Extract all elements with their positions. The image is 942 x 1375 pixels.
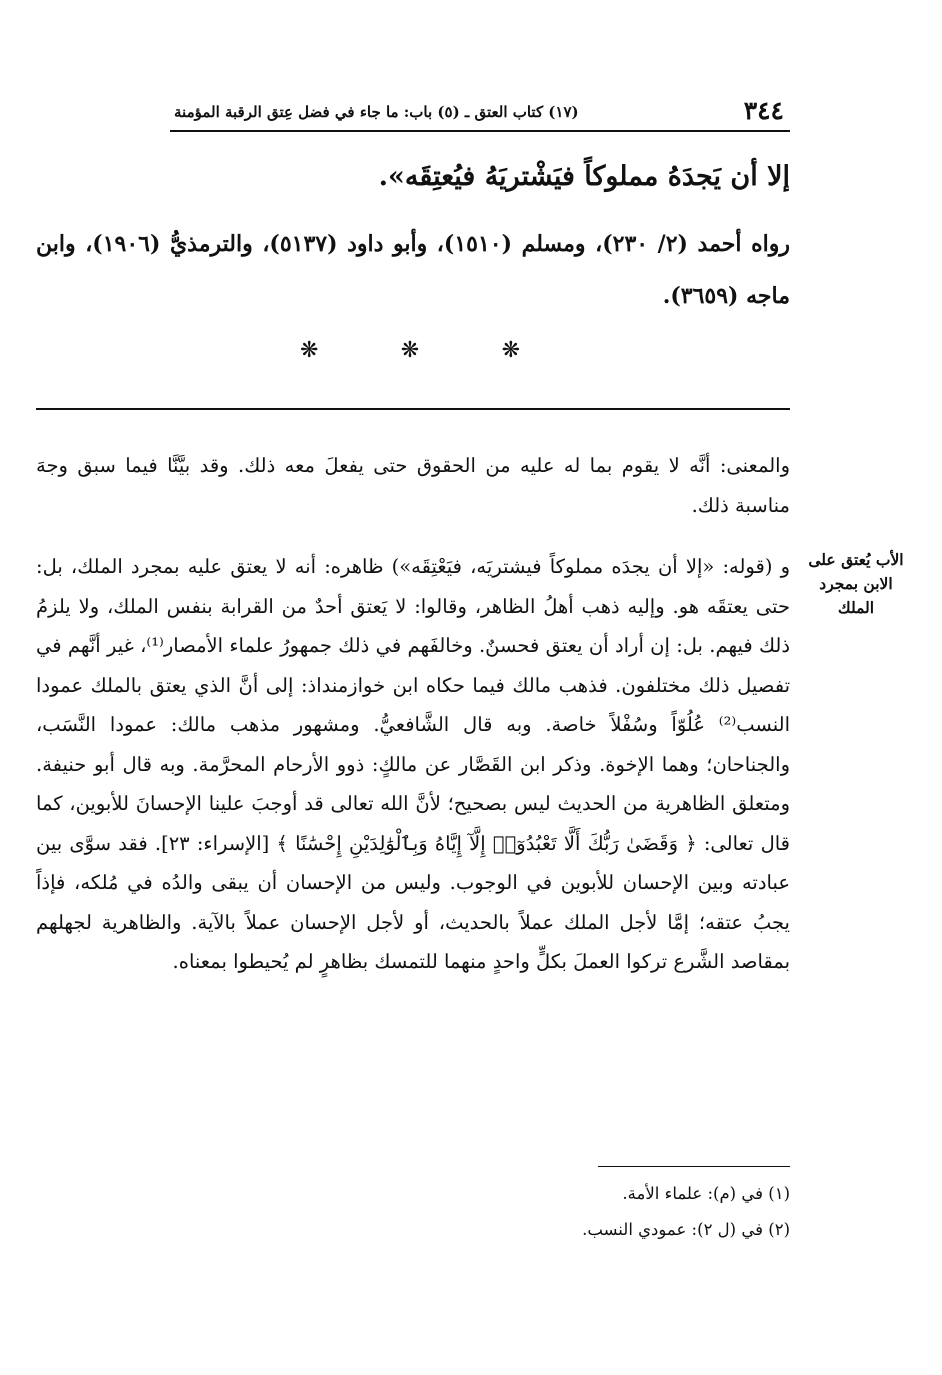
text-commentary-divider <box>36 408 790 410</box>
hadith-takhrij: رواه أحمد (٢/ ٢٣٠)، ومسلم (١٥١٠)، وأبو داود (٥١٣٧)، والترمذيُّ (١٩٠٦)، وابن ماجه (٣٦٥٩). <box>36 231 790 309</box>
footnote: (١) في (م): علماء الأمة. <box>622 1184 790 1203</box>
commentary <box>36 446 790 982</box>
star-ornament-icon: ❋ <box>300 338 319 363</box>
commentary-paragraph: والمعنى: أنَّه لا يقوم بما له عليه من الحقوق حتى يفعلَ معه ذلك. وقد بيَّنَّا فيما سبق وجهَ مناسبة ذلك. <box>36 454 790 517</box>
star-ornament-icon: ❋ <box>400 338 420 363</box>
star-ornament-icon: ❋ <box>501 338 520 363</box>
margin-note: الأب يُعتق على الابن بمجرد الملك <box>808 550 904 617</box>
commentary-paragraph: و (قوله: «إلا أن يجدَه مملوكاً فيشتريَه، فيَعْتِقَه») ظاهره: أنه لا يعتق عليه بمجرد الملك، بل: حتى يعتقَه هو. وإليه ذهب أهلُ الظاهر، وقالوا: لا يَعتق أحدٌ من القرابة بنفس الملك، ولا يلزمُ ذلك فيهم. بل: إن أراد أن يعتق فحسنٌ. وخالفَهم في ذلك جمهورُ علماء الأمصار⁽¹⁾، غير أنَّهم في تفصيل ذلك مختلفون. فذهب مالك فيما حكاه ابن خوازمنداذ: إلى أنَّ الذي يعتق بالملك عمودا النسب⁽²⁾ عُلُوّاً وسُفْلاً خاصة. وبه قال الشَّافعيُّ. ومشهور مذهب مالك: عمودا النَّسَب، والجناحان؛ وهما الإخوة. وذكر ابن القَصَّار عن مالكٍ: ذوو الأرحام المحرَّمة. وبه قال أبو حنيفة. ومتعلق الظاهرية من الحديث ليس بصحيح؛ لأنَّ الله تعالى قد أوجبَ علينا الإحسانَ للأبوين، كما قال تعالى: ﴿ وَقَضَىٰ رَبُّكَ أَلَّا تَعْبُدُوٓا۟ إِلَّآ إِيَّاهُ وَبِٱلْوَٰلِدَيْنِ إِحْسَٰنًا ﴾ [الإسراء: ٢٣]. فقد سوَّى بين عبادته وبين الإحسان للأبوين في الوجوب. وليس من الإحسان أن يبقى والدُه في مُلكه، فإذاً يجبُ عتقه؛ إمَّا لأجل الملك عملاً بالحديث، أو لأجل الإحسان عملاً بالآية. والظاهرية لجهلهم بمقاصد الشَّرع تركوا العملَ بكلٍّ واحدٍ منهما للتمسك بظاهرٍ لم يُحيطوا بمعناه. <box>36 555 791 973</box>
footnote-divider <box>598 1166 790 1167</box>
hadith-text: إلا أن يَجدَهُ مملوكاً فيَشْتريَهُ فيُعتِقَه». <box>378 161 790 192</box>
hadith-block <box>36 150 790 322</box>
running-title: (١٧) كتاب العتق ـ (٥) باب: ما جاء في فضل عِتق الرقبة المؤمنة <box>174 103 579 121</box>
page-number: ٣٤٤ <box>743 96 784 125</box>
footnotes <box>300 1176 790 1248</box>
section-separator-stars <box>300 338 520 363</box>
footnote: (٢) في (ل ٢): عمودي النسب. <box>582 1220 790 1239</box>
page-header <box>170 96 790 132</box>
